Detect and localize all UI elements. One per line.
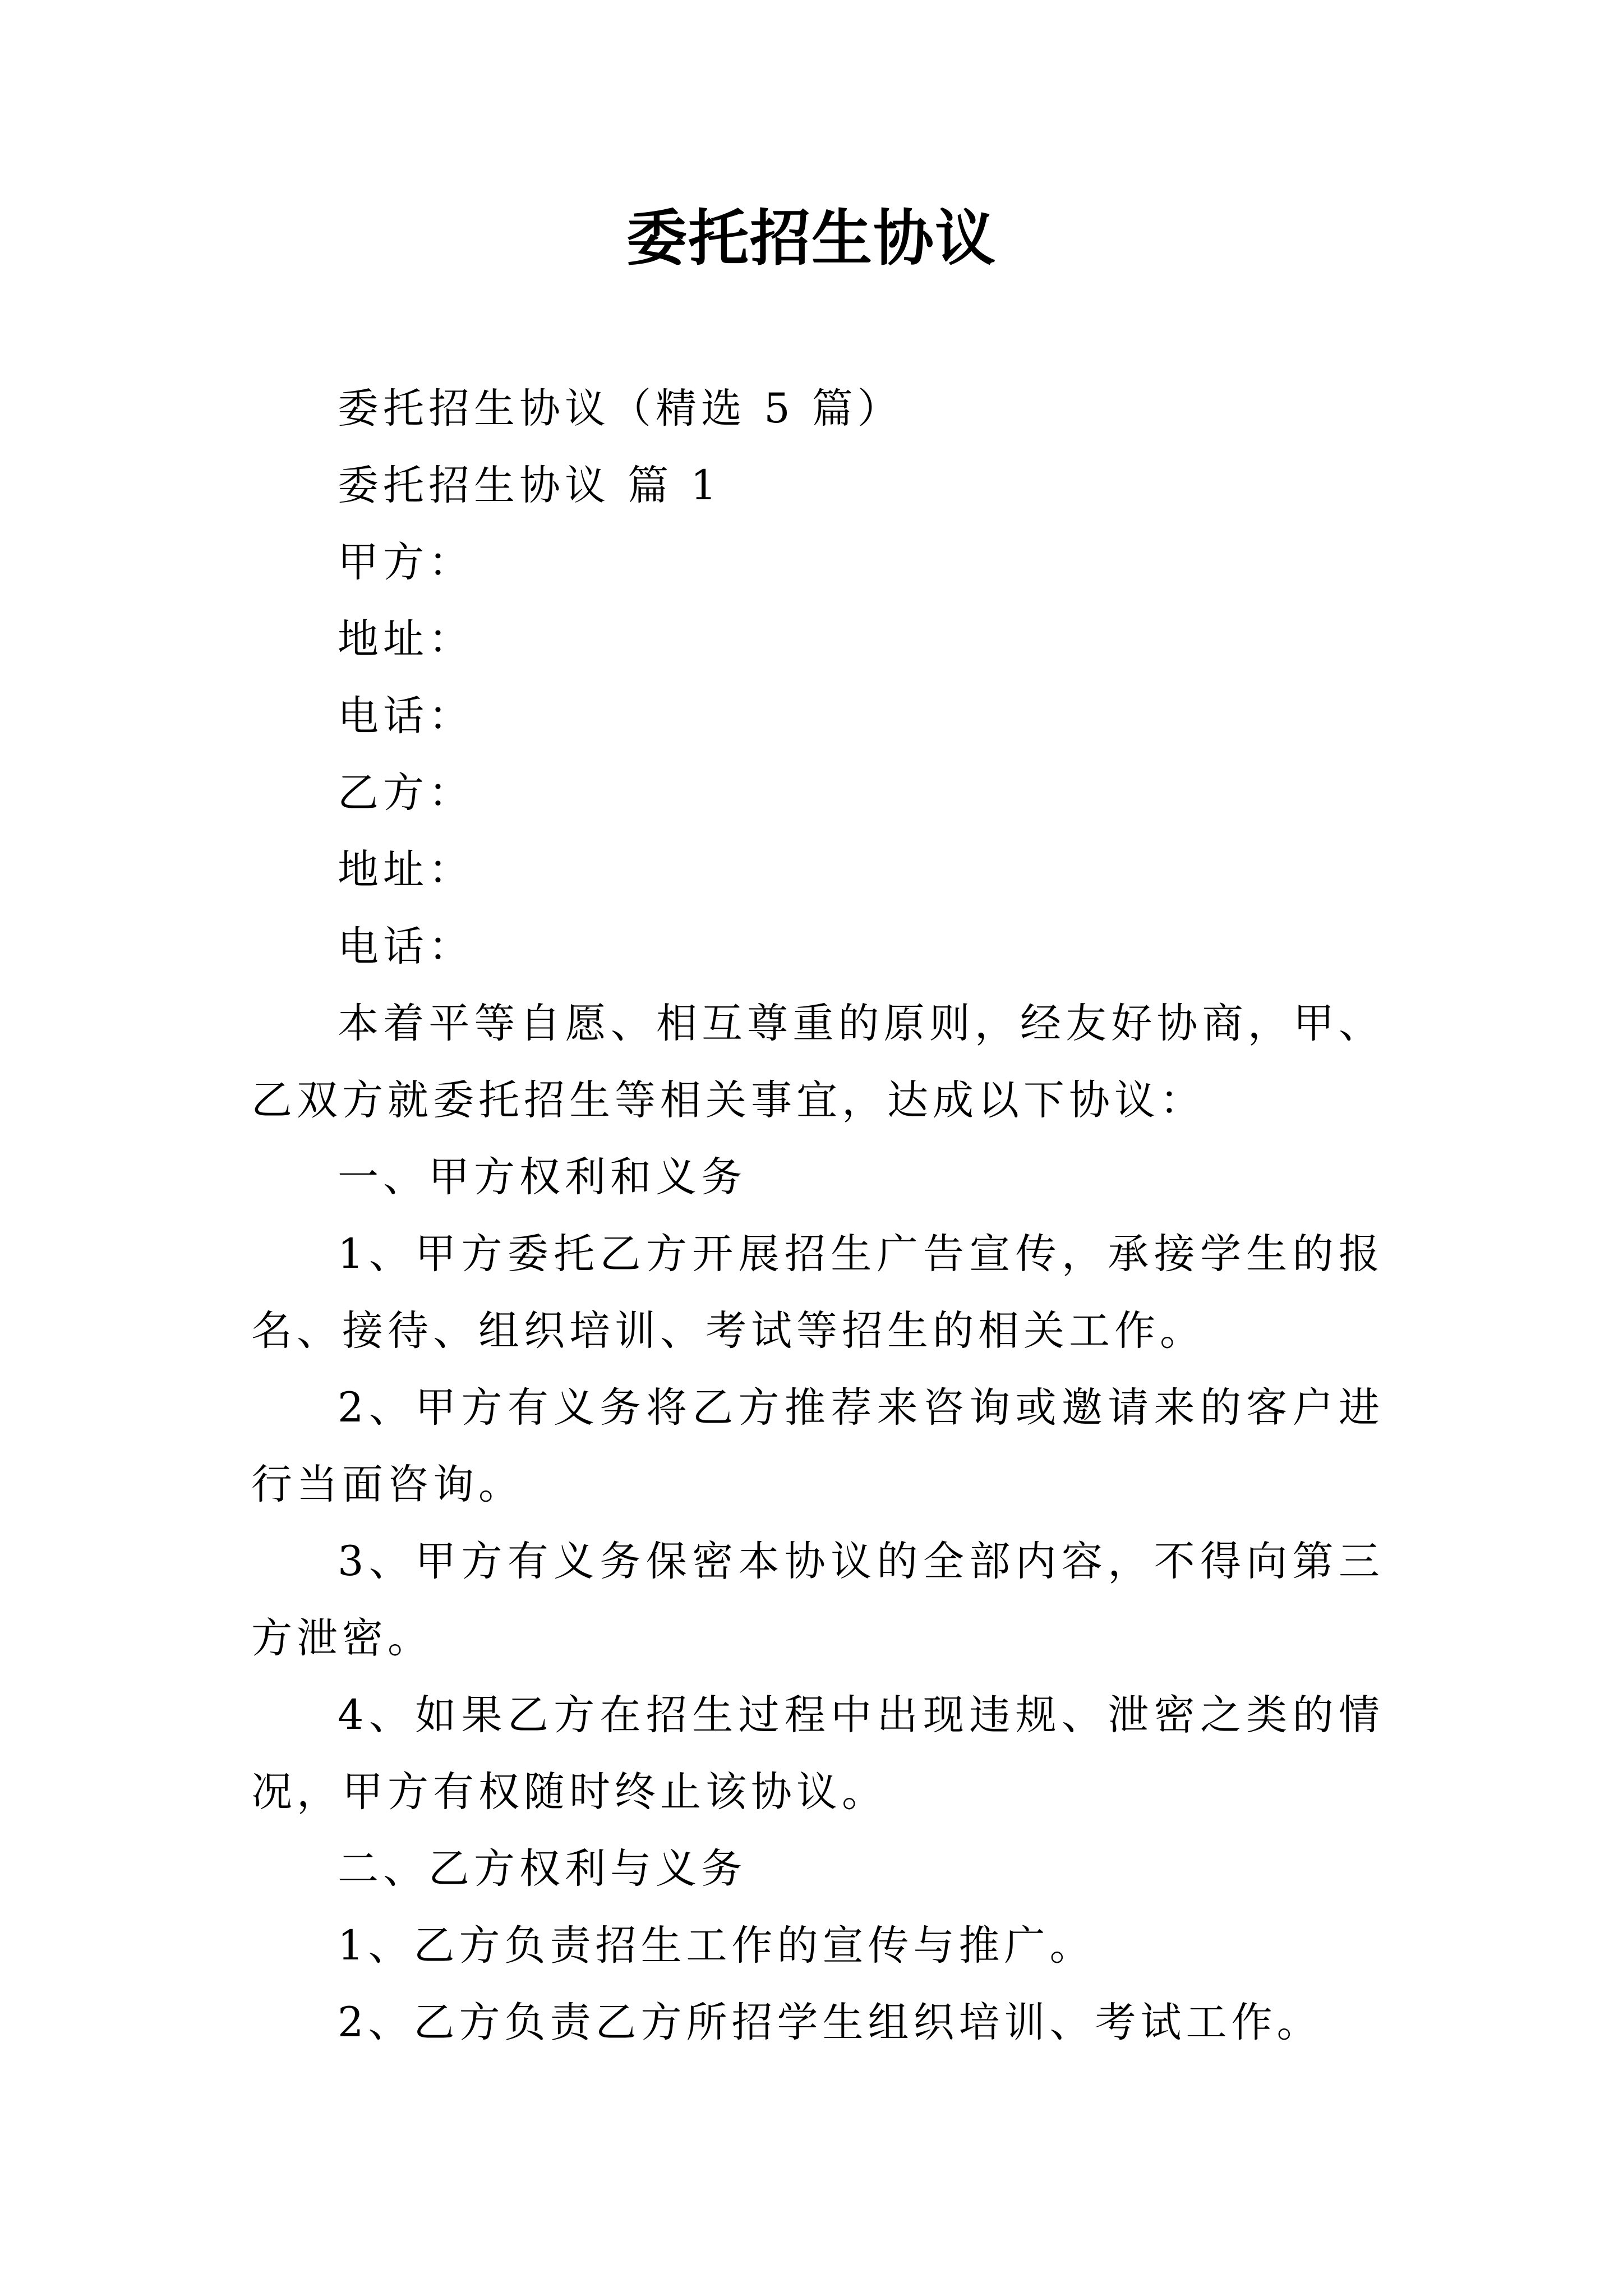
clause-a-3: 3、甲方有义务保密本协议的全部内容，不得向第三方泄密。: [251, 1538, 1384, 1662]
party-b-phone-label: 电话：: [338, 923, 474, 970]
party-b-address-label: 地址：: [338, 846, 474, 894]
party-a-phone-label: 电话：: [338, 692, 474, 740]
paragraph-section-heading: 委托招生协议 篇 1: [338, 462, 721, 509]
document-body: [251, 370, 1384, 2061]
clause-a-4: 4、如果乙方在招生过程中出现违规、泄密之类的情况，甲方有权随时终止该协议。: [251, 1691, 1384, 1816]
document-title: 委托招生协议: [626, 203, 997, 274]
paragraph-subtitle: 委托招生协议（精选 5 篇）: [338, 385, 903, 432]
clause-a-2: 2、甲方有义务将乙方推荐来咨询或邀请来的客户进行当面咨询。: [251, 1384, 1384, 1508]
party-a-address-label: 地址：: [338, 615, 474, 663]
paragraph-preamble: 本着平等自愿、相互尊重的原则，经友好协商，甲、乙双方就委托招生等相关事宜，达成以下协议：: [251, 1000, 1384, 1124]
clause-b-2: 2、乙方负责乙方所招学生组织培训、考试工作。: [338, 1999, 1322, 2046]
party-b-label: 乙方：: [338, 769, 474, 817]
clause-a-1: 1、甲方委托乙方开展招生广告宣传，承接学生的报名、接待、组织培训、考试等招生的相关工作。: [251, 1230, 1384, 1355]
heading-party-a-rights: 一、甲方权利和义务: [338, 1153, 746, 1201]
clause-b-1: 1、乙方负责招生工作的宣传与推广。: [338, 1922, 1095, 1970]
heading-party-b-rights: 二、乙方权利与义务: [338, 1845, 746, 1893]
party-a-label: 甲方：: [338, 539, 474, 586]
